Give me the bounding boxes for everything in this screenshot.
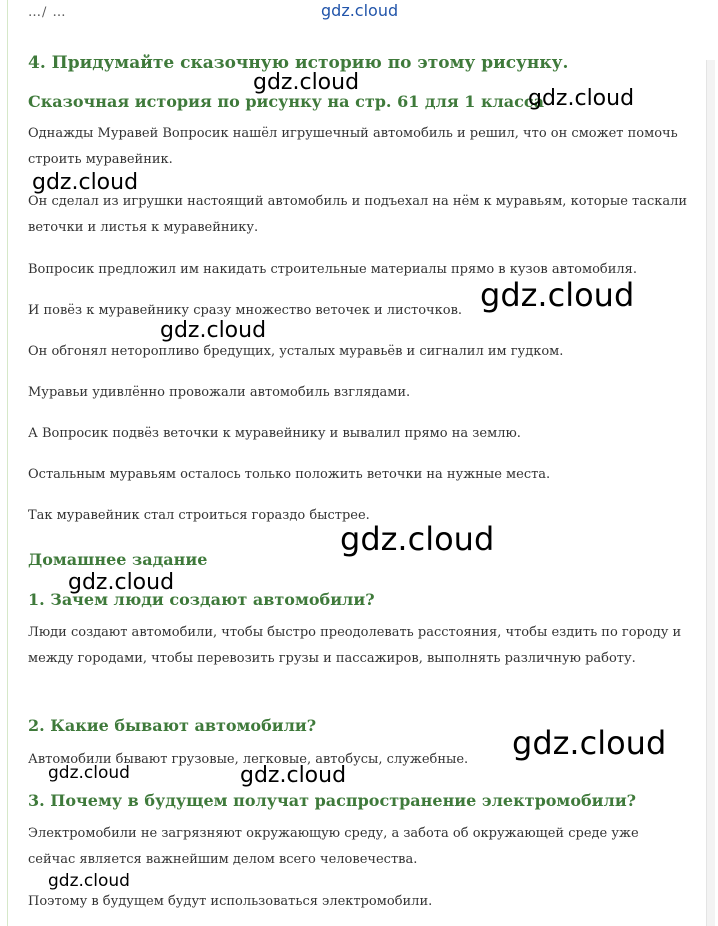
story-paragraph: Он обгонял неторопливо бредущих, усталых муравьёв и сигналил им гудком. [28,344,564,359]
answer-paragraph: Люди создают автомобили, чтобы быстро преодолевать расстояния, чтобы ездить по городу и между городами, чтобы перевозить грузы и пассажиров, выполнять различную работу. [28,625,682,666]
story-paragraph: И повёз к муравейнику сразу множество веточек и листочков. [28,303,463,318]
answer-paragraph: Электромобили не загрязняют окружающую среду, а забота об окружающей среде уже сейчас является важнейшим делом всего человечества. [28,826,639,867]
watermark: gdz.cloud [48,763,130,783]
watermark: gdz.cloud [68,570,175,595]
watermark: gdz.cloud [160,318,267,343]
question-heading: 2. Какие бывают автомобили? [28,716,317,735]
watermark: gdz.cloud [32,170,139,195]
task-heading: 4. Придумайте сказочную историю по этому рисунку. [28,53,569,73]
watermark: gdz.cloud [512,724,667,762]
answer-paragraph: Автомобили бывают грузовые, легковые, автобусы, служебные. [28,752,469,767]
watermark-top: gdz.cloud [321,1,399,20]
watermark: gdz.cloud [480,276,635,314]
story-paragraph: А Вопросик подвёз веточки к муравейнику и вывалил прямо на землю. [28,426,521,441]
story-paragraph: Однажды Муравей Вопросик нашёл игрушечный автомобиль и решил, что он сможет помочь строить муравейник. [28,126,678,167]
story-paragraph: Муравьи удивлённо провожали автомобиль взглядами. [28,385,411,400]
answer-paragraph: Поэтому в будущем будут использоваться электромобили. [28,894,433,909]
question-heading: 1. Зачем люди создают автомобили? [28,590,375,609]
story-paragraph: Остальным муравьям осталось только положить веточки на нужные места. [28,467,551,482]
left-border-line [7,0,8,926]
story-paragraph: Так муравейник стал строиться гораздо быстрее. [28,508,370,523]
cropped-top-text: …/ … [28,5,67,20]
watermark: gdz.cloud [340,520,495,558]
watermark: gdz.cloud [253,70,360,95]
watermark: gdz.cloud [528,86,635,111]
scrollbar-track[interactable] [706,60,715,926]
homework-heading: Домашнее задание [28,550,208,569]
story-paragraph: Он сделал из игрушки настоящий автомобиль и подъехал на нём к муравьям, которые таскали веточки и листья к муравейнику. [28,194,688,235]
watermark: gdz.cloud [48,871,130,891]
story-paragraph: Вопросик предложил им накидать строительные материалы прямо в кузов автомобиля. [28,262,637,277]
story-heading: Сказочная история по рисунку на стр. 61 для 1 класса [28,92,544,111]
watermark: gdz.cloud [240,763,347,788]
question-heading: 3. Почему в будущем получат распространение электромобили? [28,791,637,810]
